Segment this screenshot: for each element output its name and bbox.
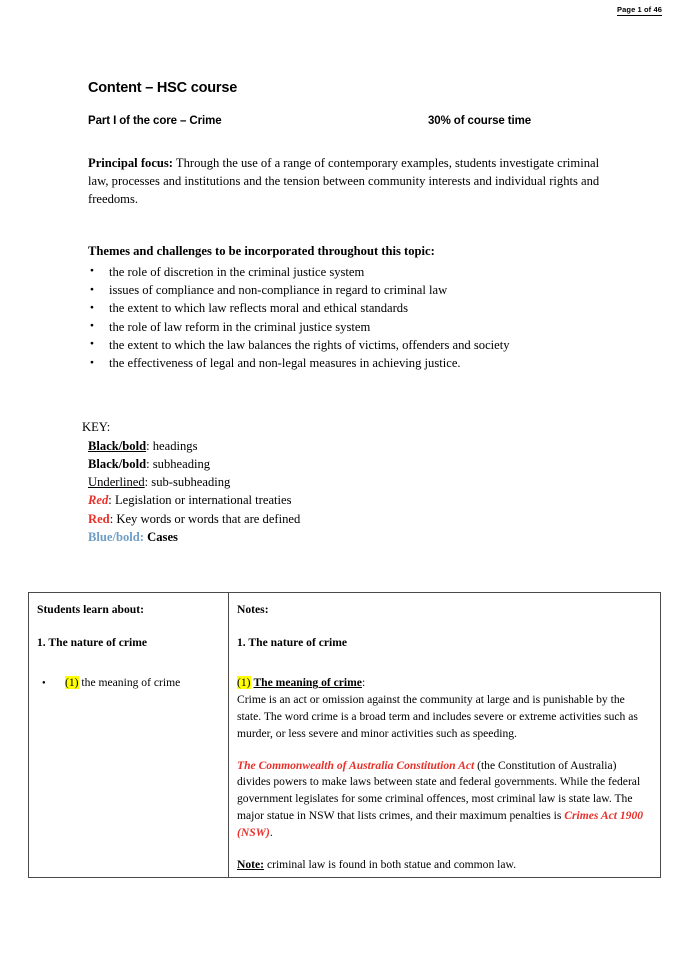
column-header: Notes:	[237, 603, 269, 616]
learn-about-list	[37, 675, 220, 691]
note-text: criminal law is found in both statue and common law.	[264, 857, 517, 871]
list-item: ● issues of compliance and non-compliance in regard to criminal law	[88, 281, 600, 299]
key-legend-row-subheading	[88, 455, 600, 473]
legislation-citation-secondary: Crimes Act 1900 (NSW)	[237, 809, 644, 839]
page-title: Content – HSC course	[88, 80, 238, 96]
key-desc: : Key words or words that are defined	[109, 511, 301, 526]
column-header: Students learn about:	[37, 603, 144, 616]
key-term: Underlined	[88, 475, 145, 490]
notes-note-line	[237, 857, 650, 874]
notes-subheading	[237, 675, 650, 692]
table-column-notes	[229, 593, 660, 877]
key-legend-row-sub-subheading	[88, 473, 600, 491]
key-term: Black/bold	[88, 438, 147, 453]
key-term: Black/bold	[88, 456, 147, 471]
list-item: ● the extent to which law reflects moral and ethical standards	[88, 299, 600, 317]
list-item: ● the role of law reform in the criminal justice system	[88, 318, 600, 336]
subtitle-row	[88, 115, 600, 131]
key-desc: Cases	[144, 529, 178, 544]
principal-focus-label: Principal focus:	[88, 156, 174, 171]
list-item: ● the role of discretion in the criminal justice system	[88, 263, 600, 281]
principal-focus-paragraph	[88, 155, 600, 209]
subheading-colon: :	[361, 676, 366, 690]
notes-paragraph-definition: Crime is an act or omission against the community at large and is punishable by the state. The word crime is a broad term and includes severe or extreme activities such as murder, or less severe and minor activities such as speeding.	[237, 693, 638, 740]
note-label: Note:	[237, 857, 265, 871]
key-desc: : headings	[146, 438, 198, 453]
key-legend-row-keywords	[88, 510, 600, 528]
document-body	[82, 80, 600, 546]
key-legend	[82, 418, 600, 546]
list-item: ● the extent to which the law balances the rights of victims, offenders and society	[88, 336, 600, 354]
key-legend-row-headings	[88, 437, 600, 455]
notes-paragraph-legislation	[237, 758, 650, 842]
item-number-highlight: (1)	[65, 676, 79, 690]
key-legend-title: KEY:	[82, 420, 111, 435]
key-desc: : Legislation or international treaties	[108, 493, 292, 508]
section-heading: 1. The nature of crime	[237, 636, 348, 650]
syllabus-table	[28, 592, 661, 878]
key-term: Blue/bold:	[88, 529, 144, 544]
key-desc: : subheading	[146, 456, 211, 471]
subheading-number-highlight: (1)	[237, 676, 251, 690]
key-term: Red	[88, 511, 110, 526]
legislation-citation: The Commonwealth of Australia Constitution Act	[237, 758, 475, 772]
item-text: the meaning of crime	[78, 676, 181, 690]
themes-heading: Themes and challenges to be incorporated throughout this topic:	[88, 244, 435, 259]
legislation-period: .	[269, 825, 273, 839]
themes-list	[88, 263, 600, 373]
key-desc: : sub-subheading	[144, 475, 231, 490]
list-item: ● the effectiveness of legal and non-legal measures in achieving justice.	[88, 354, 600, 372]
list-item	[37, 675, 220, 691]
key-legend-row-cases	[88, 528, 600, 546]
principal-focus-text: Through the use of a range of contemporary examples, students investigate criminal law, processes and institutions and the tension between community interests and individual rights and freedoms.	[88, 156, 600, 207]
document-subtitle: Part I of the core – Crime	[88, 115, 222, 128]
key-legend-row-legislation	[88, 491, 600, 509]
section-heading: 1. The nature of crime	[37, 636, 148, 650]
page-indicator: Page 1 of 46	[617, 6, 662, 16]
table-column-students-learn-about	[29, 593, 229, 877]
key-term: Red	[88, 493, 109, 508]
course-time-weighting: 30% of course time	[428, 115, 532, 128]
subheading-text: The meaning of crime	[253, 676, 362, 690]
legislation-body-text: (the Constitution of Australia) divides powers to make laws between state and federal governments. While the federal government legislates for some criminal offences, most criminal law is state law. The major statue in NSW that lists crimes, and their maximum penalties is	[237, 758, 641, 823]
